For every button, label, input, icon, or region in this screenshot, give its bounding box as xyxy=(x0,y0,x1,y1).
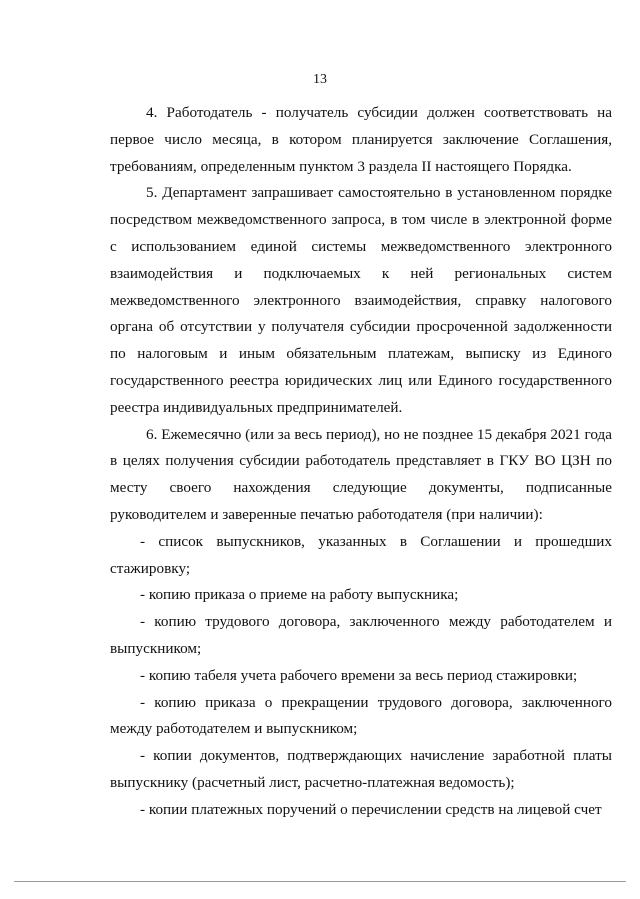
page-number: 13 xyxy=(313,72,327,87)
list-item-timesheet: - копию табеля учета рабочего времени за весь период стажировки; xyxy=(140,666,578,684)
list-item-graduates-list: - список выпускников, указанных в Соглашении и прошедших стажировку; xyxy=(110,532,612,577)
document-body xyxy=(110,100,612,824)
list-item-salary-documents: - копии документов, подтверждающих начисление заработной платы выпускнику (расчетный лист, расчетно-платежная ведомость); xyxy=(110,747,612,791)
paragraph-6: 6. Ежемесячно (или за весь период), но не позднее 15 декабря 2021 года в целях получения субсидии работодатель представляет в ГКУ ВО ЦЗН по месту своего нахождения следующие документы, подписанные руководителем и заверенные печатью работодателя (при наличии): xyxy=(110,425,612,523)
list-item-employment-contract: - копию трудового договора, заключенного между работодателем и выпускником; xyxy=(110,613,612,657)
list-item-hiring-order: - копию приказа о приеме на работу выпускника; xyxy=(140,586,459,604)
scan-edge-divider xyxy=(14,881,626,882)
paragraph-4: 4. Работодатель - получатель субсидии должен соответствовать на первое число месяца, в котором планируется заключение Соглашения, требованиям, определенным пунктом 3 раздела II настоящего Порядка. xyxy=(110,104,612,175)
list-item-termination-order: - копию приказа о прекращении трудового договора, заключенного между работодателем и выпускником; xyxy=(110,693,612,738)
paragraph-5: 5. Департамент запрашивает самостоятельно в установленном порядке посредством межведомственного запроса, в том числе в электронной форме с использованием единой системы межведомственного электронного взаимодействия и подключаемых к ней региональных систем межведомственного электронного взаимодействия, справку налогового органа об отсутствии у получателя субсидии просроченной задолженности по налоговым и иным обязательным платежам, выписку из Единого государственного реестра юридических лиц или Единого государственного реестра индивидуальных предпринимателей. xyxy=(110,184,612,416)
list-item-payment-orders: - копии платежных поручений о перечислении средств на лицевой счет xyxy=(140,800,602,818)
